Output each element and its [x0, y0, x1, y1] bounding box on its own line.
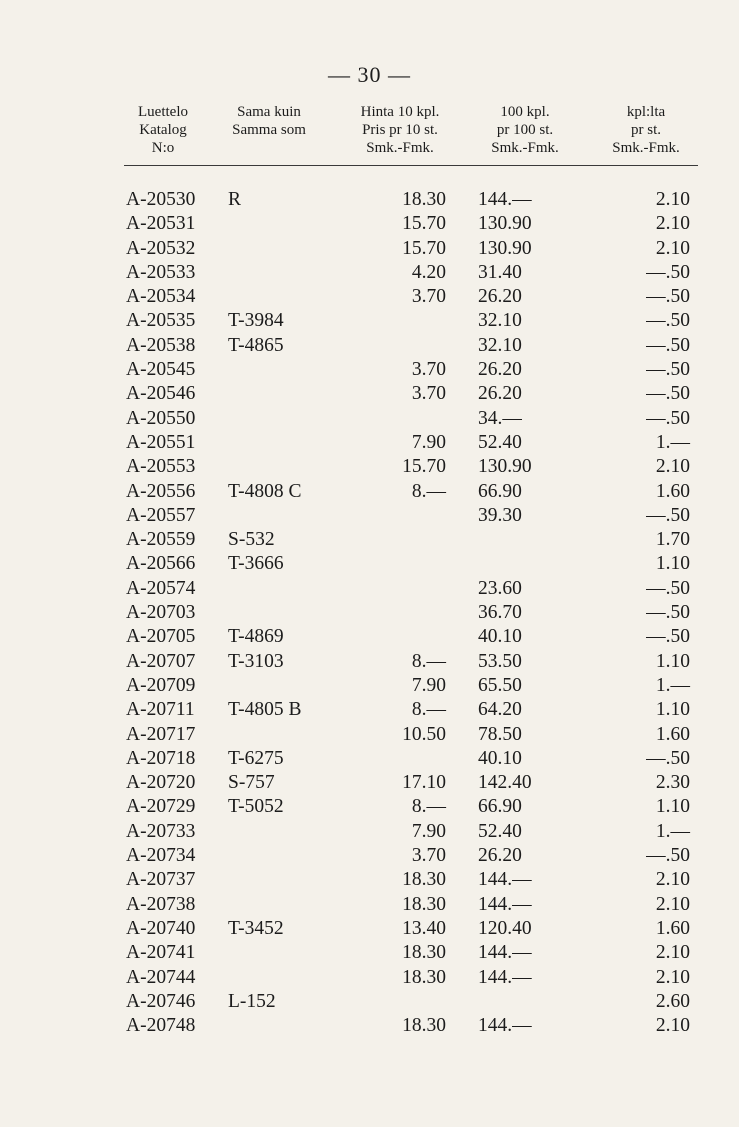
header-same-as	[206, 103, 332, 139]
price-each: —.50	[646, 407, 690, 429]
price-10: 18.30	[402, 869, 446, 891]
same-as: T-4869	[228, 626, 284, 648]
price-100: 144.—	[478, 942, 532, 964]
price-100: 130.90	[478, 237, 532, 259]
catalog-number: A-20734	[126, 845, 196, 867]
table-row	[0, 504, 739, 528]
price-each: —.50	[646, 845, 690, 867]
price-each: 1.60	[655, 723, 690, 745]
header-price-each	[580, 103, 712, 157]
price-each: —.50	[646, 602, 690, 624]
price-10: 8.—	[411, 650, 446, 672]
price-100: 120.40	[478, 917, 532, 939]
price-10: 3.70	[411, 286, 446, 308]
price-each: 1.—	[655, 674, 690, 696]
catalog-number: A-20711	[126, 699, 195, 721]
price-100: 32.10	[478, 310, 522, 332]
price-each: 1.—	[655, 820, 690, 842]
catalog-number: A-20709	[126, 674, 196, 696]
header-text: Sama kuin	[237, 104, 301, 120]
table-row	[0, 893, 739, 917]
price-each: 2.10	[655, 456, 690, 478]
catalog-number: A-20532	[126, 237, 196, 259]
header-text: Luettelo	[138, 104, 188, 120]
catalog-number: A-20718	[126, 747, 196, 769]
catalog-number: A-20556	[126, 480, 196, 502]
price-10: 18.30	[402, 189, 446, 210]
table-row	[0, 382, 739, 406]
price-100: 53.50	[478, 650, 522, 672]
price-100: 34.—	[478, 407, 522, 429]
price-each: 2.10	[655, 869, 690, 891]
price-each: —.50	[646, 310, 690, 332]
price-100: 66.90	[478, 796, 522, 818]
price-10: 7.90	[411, 820, 446, 842]
price-10: 4.20	[411, 261, 446, 283]
same-as: T-5052	[228, 796, 284, 818]
price-100: 40.10	[478, 747, 522, 769]
table-row	[0, 577, 739, 601]
price-100: 32.10	[478, 334, 522, 356]
same-as: T-3452	[228, 917, 284, 939]
catalog-number: A-20717	[126, 723, 196, 745]
price-each: —.50	[646, 504, 690, 526]
price-each: 2.10	[655, 942, 690, 964]
catalog-number: A-20703	[126, 602, 196, 624]
table-row	[0, 625, 739, 649]
table-row	[0, 237, 739, 261]
price-each: —.50	[646, 359, 690, 381]
price-100: 64.20	[478, 699, 522, 721]
header-text: kpl:lta	[626, 104, 666, 120]
price-100: 52.40	[478, 820, 522, 842]
catalog-number: A-20737	[126, 869, 196, 891]
price-100: 26.20	[478, 845, 522, 867]
same-as: L-152	[228, 990, 276, 1012]
catalog-number: A-20545	[126, 359, 196, 381]
same-as: T-4805 B	[228, 699, 302, 721]
catalog-number: A-20530	[126, 189, 196, 210]
price-100: 65.50	[478, 674, 522, 696]
header-price-10	[340, 103, 460, 157]
price-each: —.50	[646, 626, 690, 648]
table-row	[0, 188, 739, 212]
catalog-number: A-20546	[126, 383, 196, 405]
price-each: 1.10	[655, 650, 690, 672]
same-as: T-3666	[228, 553, 284, 575]
table-row	[0, 723, 739, 747]
price-10: 18.30	[402, 1015, 446, 1037]
same-as: T-3984	[228, 310, 284, 332]
price-100: 40.10	[478, 626, 522, 648]
table-row	[0, 917, 739, 941]
same-as: S-532	[228, 529, 275, 551]
catalog-number: A-20553	[126, 456, 196, 478]
price-100: 31.40	[478, 261, 522, 283]
header-text: Pris pr 10 st.	[362, 122, 438, 138]
catalog-number: A-20744	[126, 966, 196, 988]
header-text: Samma som	[232, 122, 306, 138]
catalog-number: A-20741	[126, 942, 196, 964]
same-as: S-757	[228, 772, 275, 794]
table-row	[0, 941, 739, 965]
price-each: —.50	[646, 334, 690, 356]
price-each: 2.10	[655, 189, 690, 210]
catalog-number: A-20733	[126, 820, 196, 842]
table-row	[0, 674, 739, 698]
catalog-number: A-20566	[126, 553, 196, 575]
catalog-number: A-20557	[126, 504, 196, 526]
table-row	[0, 966, 739, 990]
price-10: 3.70	[411, 845, 446, 867]
price-100: 144.—	[478, 966, 532, 988]
price-each: 2.10	[655, 966, 690, 988]
header-text: N:o	[151, 140, 175, 156]
table-row	[0, 455, 739, 479]
price-each: 2.30	[655, 772, 690, 794]
price-each: 2.10	[655, 237, 690, 259]
price-each: —.50	[646, 261, 690, 283]
table-row	[0, 795, 739, 819]
table-row	[0, 820, 739, 844]
price-each: 1.10	[655, 796, 690, 818]
catalog-number: A-20531	[126, 213, 196, 235]
price-each: 2.10	[655, 1015, 690, 1037]
table-row	[0, 309, 739, 333]
price-each: —.50	[646, 383, 690, 405]
price-100: 144.—	[478, 893, 532, 915]
price-100: 78.50	[478, 723, 522, 745]
price-10: 15.70	[402, 237, 446, 259]
table-row	[0, 358, 739, 382]
price-10: 17.10	[402, 772, 446, 794]
price-10: 3.70	[411, 383, 446, 405]
price-100: 26.20	[478, 383, 522, 405]
table-row	[0, 698, 739, 722]
header-price-100	[466, 103, 584, 157]
price-10: 15.70	[402, 213, 446, 235]
table-row	[0, 552, 739, 576]
same-as: T-3103	[228, 650, 284, 672]
price-100: 36.70	[478, 602, 522, 624]
price-100: 130.90	[478, 213, 532, 235]
catalog-number: A-20748	[126, 1015, 196, 1037]
same-as: T-6275	[228, 747, 284, 769]
price-100: 66.90	[478, 480, 522, 502]
price-100: 144.—	[478, 869, 532, 891]
price-100: 144.—	[478, 1015, 532, 1037]
catalog-number: A-20720	[126, 772, 196, 794]
price-10: 7.90	[411, 431, 446, 453]
table-row	[0, 285, 739, 309]
price-each: 1.10	[655, 699, 690, 721]
table-row	[0, 1014, 739, 1038]
header-text: Smk.-Fmk.	[491, 140, 559, 156]
price-each: —.50	[646, 747, 690, 769]
catalog-number: A-20535	[126, 310, 196, 332]
header-text: 100 kpl.	[500, 104, 550, 120]
header-text: pr st.	[631, 122, 661, 138]
price-10: 18.30	[402, 893, 446, 915]
price-100: 144.—	[478, 189, 532, 210]
same-as: R	[228, 189, 242, 210]
table-row	[0, 844, 739, 868]
price-10: 18.30	[402, 942, 446, 964]
price-10: 7.90	[411, 674, 446, 696]
price-100: 26.20	[478, 286, 522, 308]
table-row	[0, 601, 739, 625]
same-as: T-4808 C	[228, 480, 302, 502]
price-100: 39.30	[478, 504, 522, 526]
price-10: 8.—	[411, 699, 446, 721]
table-row	[0, 480, 739, 504]
catalog-number: A-20534	[126, 286, 196, 308]
header-catalog-number	[120, 103, 206, 157]
table-row	[0, 431, 739, 455]
header-text: Hinta 10 kpl.	[360, 104, 440, 120]
header-text: Smk.-Fmk.	[612, 140, 680, 156]
table-row	[0, 261, 739, 285]
price-10: 13.40	[402, 917, 446, 939]
price-100: 26.20	[478, 359, 522, 381]
header-text: Smk.-Fmk.	[366, 140, 434, 156]
price-10: 18.30	[402, 966, 446, 988]
price-each: 1.70	[655, 529, 690, 551]
table-row	[0, 528, 739, 552]
catalog-number: A-20551	[126, 431, 196, 453]
catalog-number: A-20738	[126, 893, 196, 915]
price-10: 3.70	[411, 359, 446, 381]
price-10: 8.—	[411, 796, 446, 818]
same-as: T-4865	[228, 334, 284, 356]
table-row	[0, 212, 739, 236]
price-100: 130.90	[478, 456, 532, 478]
catalog-number: A-20538	[126, 334, 196, 356]
header-divider	[124, 165, 698, 166]
catalog-number: A-20740	[126, 917, 196, 939]
page-number: — 30 —	[328, 62, 411, 87]
catalog-number: A-20559	[126, 529, 196, 551]
price-each: —.50	[646, 577, 690, 599]
price-10: 8.—	[411, 480, 446, 502]
catalog-number: A-20705	[126, 626, 196, 648]
price-each: 1.—	[655, 431, 690, 453]
table-row	[0, 334, 739, 358]
price-table-body	[0, 188, 739, 1038]
price-each: 1.10	[655, 553, 690, 575]
table-row	[0, 747, 739, 771]
header-text: pr 100 st.	[496, 122, 554, 138]
table-row	[0, 771, 739, 795]
table-row	[0, 650, 739, 674]
price-100: 23.60	[478, 577, 522, 599]
header-text: Katalog	[139, 122, 187, 138]
catalog-number: A-20746	[126, 990, 196, 1012]
price-each: 2.60	[655, 990, 690, 1012]
catalog-number: A-20729	[126, 796, 196, 818]
price-each: 1.60	[655, 917, 690, 939]
table-row	[0, 407, 739, 431]
price-10: 10.50	[402, 723, 446, 745]
price-each: 1.60	[655, 480, 690, 502]
catalog-number: A-20550	[126, 407, 196, 429]
table-row	[0, 990, 739, 1014]
price-100: 142.40	[478, 772, 532, 794]
price-10: 15.70	[402, 456, 446, 478]
price-each: 2.10	[655, 213, 690, 235]
table-row	[0, 868, 739, 892]
catalog-number: A-20574	[126, 577, 196, 599]
price-each: 2.10	[655, 893, 690, 915]
catalog-number: A-20707	[126, 650, 196, 672]
price-each: —.50	[646, 286, 690, 308]
price-100: 52.40	[478, 431, 522, 453]
catalog-number: A-20533	[126, 261, 196, 283]
